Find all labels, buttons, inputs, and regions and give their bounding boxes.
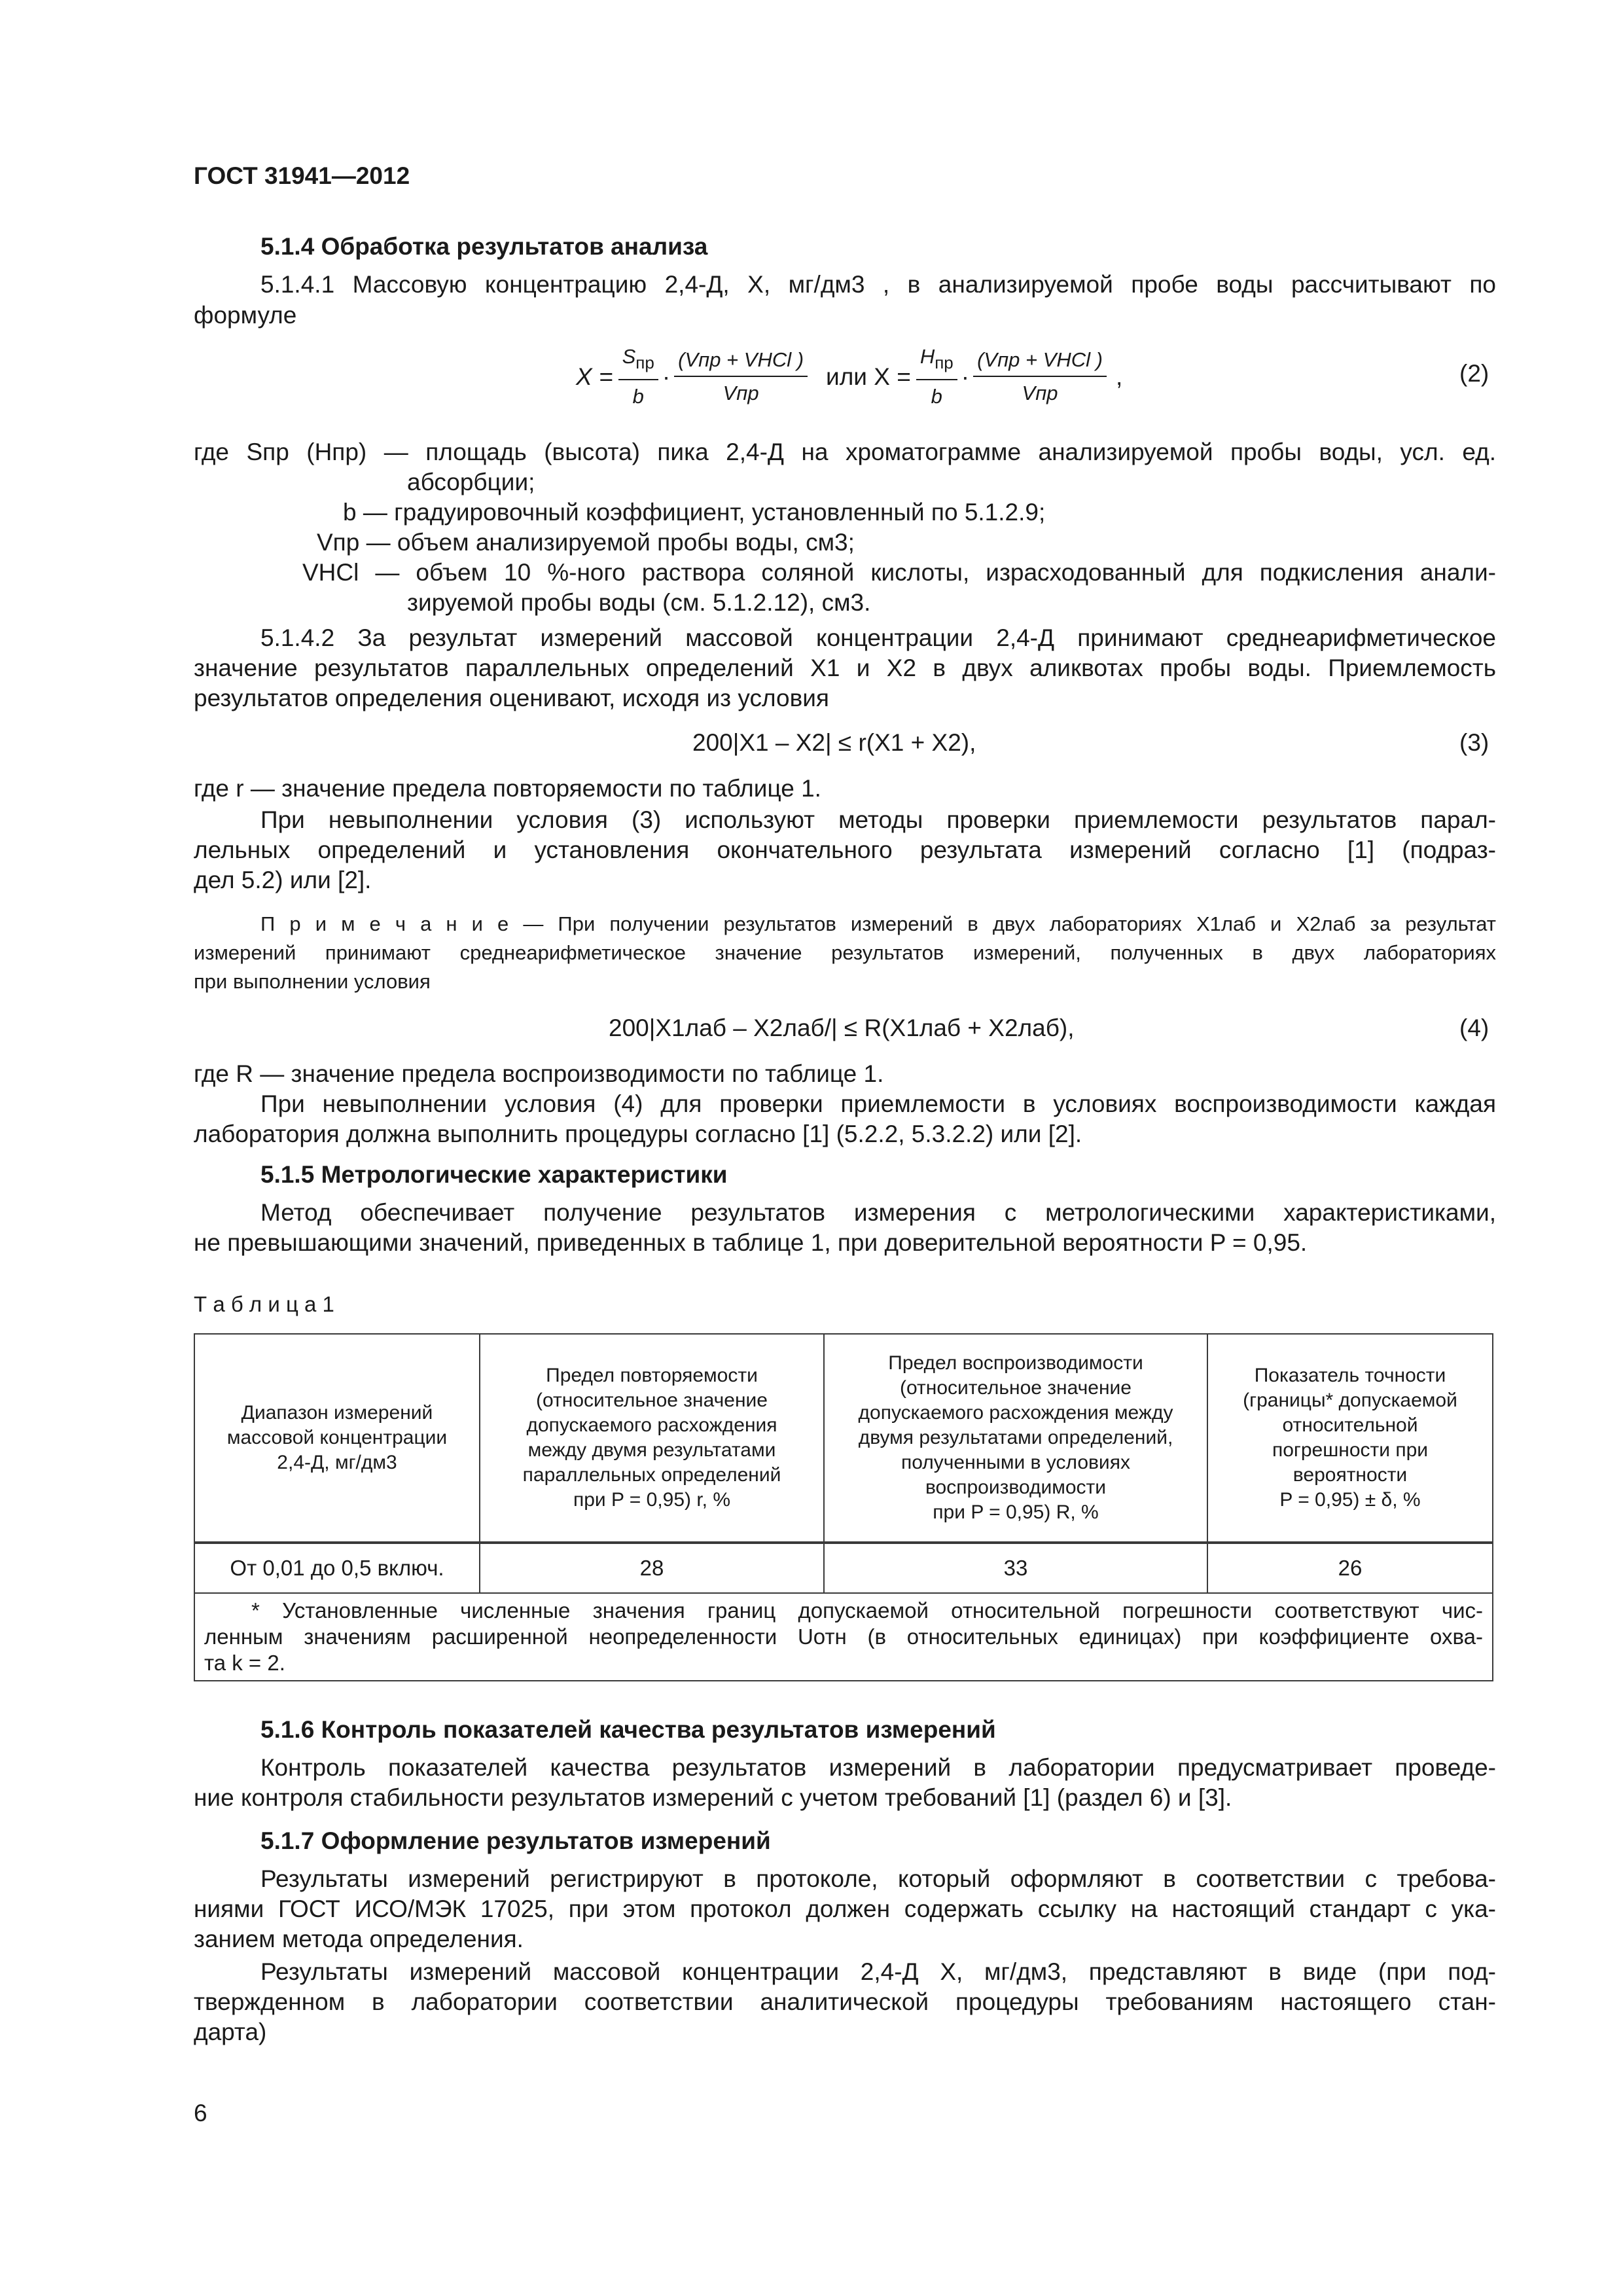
note-line2: измерений принимают среднеарифметическое значение результатов измерений, полученных в двух лабораториях xyxy=(194,941,1496,964)
formula-2-fraction-h: $\frac{H_{пр}}{b}$ xyxy=(916,342,957,411)
paragraph-condition3-line1: При невыполнении условия (3) используют методы проверки приемлемости результатов парал- xyxy=(260,806,1496,833)
formula-2: X = $\frac{S_{пр}}{b}$ · $\frac{\text{(Vпр + VHCl )}}{\text{Vпр}}$ или X = $\frac{H_{пр}}{b}$ · $\frac{\text{(Vпр + VHCl )}}{\text{Vпр}}$ , xyxy=(576,340,1122,412)
paragraph-5-1-4-1-line2: формуле xyxy=(194,302,297,329)
table-header-range: Диапазон измерений массовой концентрации 2,4-Д, мг/дм3 xyxy=(194,1334,480,1543)
heading-5-1-6: 5.1.6 Контроль показателей качества результатов измерений xyxy=(260,1716,996,1743)
table-header-row xyxy=(194,1334,1493,1543)
heading-5-1-4: 5.1.4 Обработка результатов анализа xyxy=(260,233,708,260)
paragraph-condition3-line3: дел 5.2) или [2]. xyxy=(194,867,372,893)
where-r: где r — значение предела повторяемости по таблице 1. xyxy=(194,775,821,802)
section-5-1-7-line3: занием метода определения. xyxy=(194,1926,524,1952)
where-b: b — градуировочный коэффициент, установленный по 5.1.2.9; xyxy=(343,499,1046,526)
heading-5-1-5: 5.1.5 Метрологические характеристики xyxy=(260,1161,728,1188)
page-number: 6 xyxy=(194,2100,207,2126)
formula-2-number: (2) xyxy=(1459,360,1489,387)
table-1-caption: Т а б л и ц а 1 xyxy=(194,1292,334,1316)
table-cell-delta: 26 xyxy=(1207,1543,1493,1593)
note-line1: П р и м е ч а н и е — При получении результатов измерений в двух лабораториях X1лаб и X2лаб за результат xyxy=(260,912,1496,935)
formula-2-or: или X = xyxy=(826,363,911,390)
section-5-1-5-line2: не превышающими значений, приведенных в таблице 1, при доверительной вероятности P = 0,95. xyxy=(194,1229,1308,1256)
section-5-1-7-line1: Результаты измерений регистрируют в протоколе, который оформляют в соответствии с требова- xyxy=(260,1865,1496,1892)
section-5-1-7-line5: твержденном в лаборатории соответствии аналитической процедуры требованиям настоящего стан- xyxy=(194,1988,1496,2015)
formula-3-number: (3) xyxy=(1459,729,1489,756)
table-header-repeatability: Предел повторяемости (относительное значение допускаемого расхождения между двумя результатами параллельных определений при P = 0,95) r, % xyxy=(480,1334,824,1543)
where-vhcl: VHCl — объем 10 %-ного раствора соляной кислоты, израсходованный для подкисления анали- xyxy=(302,559,1496,586)
table-footnote: * Установленные численные значения границ допускаемой относительной погрешности соответствуют чис- ленным значениям расширенной неопределенности Uотн (в относительных единицах) при коэффициенте охва- та k = 2. xyxy=(194,1593,1493,1681)
where-s-h: где Sпр (Hпр) — площадь (высота) пика 2,4-Д на хроматограмме анализируемой пробы воды, усл. ед. xyxy=(194,439,1496,465)
table-cell-R: 33 xyxy=(824,1543,1207,1593)
formula-2-lhs: X = xyxy=(576,363,613,390)
table-cell-range: От 0,01 до 0,5 включ. xyxy=(194,1543,480,1593)
table-1 xyxy=(194,1333,1493,1681)
formula-2-tail: , xyxy=(1116,363,1123,390)
paragraph-condition4-line1: При невыполнении условия (4) для проверки приемлемости в условиях воспроизводимости каждая xyxy=(260,1090,1496,1117)
paragraph-5-1-4-1-line1: 5.1.4.1 Массовую концентрацию 2,4-Д, X, мг/дм3 , в анализируемой пробе воды рассчитывают по xyxy=(260,271,1496,298)
where-R: где R — значение предела воспроизводимости по таблице 1. xyxy=(194,1060,884,1087)
formula-2-fraction-v2: $\frac{\text{(Vпр + VHCl )}}{\text{Vпр}}$ xyxy=(973,345,1107,408)
table-footnote-row xyxy=(194,1593,1493,1681)
section-5-1-7-line2: ниями ГОСТ ИСО/МЭК 17025, при этом протокол должен содержать ссылку на настоящий стандарт с ука- xyxy=(194,1895,1496,1922)
where-vpr: Vпр — объем анализируемой пробы воды, см3; xyxy=(317,529,855,556)
formula-3: 200|X1 – X2| ≤ r(X1 + X2), xyxy=(692,729,976,756)
paragraph-5-1-4-2-line2: значение результатов параллельных определений X1 и X2 в двух аликвотах пробы воды. Приемлемость xyxy=(194,655,1496,681)
note-line3: при выполнении условия xyxy=(194,970,431,993)
section-5-1-7-line4: Результаты измерений массовой концентрации 2,4-Д X, мг/дм3, представляют в виде (при под- xyxy=(260,1958,1496,1985)
section-5-1-6-line2: ние контроля стабильности результатов измерений с учетом требований [1] (раздел 6) и [3]. xyxy=(194,1784,1232,1811)
paragraph-5-1-4-2-line1: 5.1.4.2 За результат измерений массовой концентрации 2,4-Д принимают среднеарифметическое xyxy=(260,624,1496,651)
section-5-1-5-line1: Метод обеспечивает получение результатов измерения с метрологическими характеристиками, xyxy=(260,1199,1496,1226)
formula-4: 200|X1лаб – X2лаб/| ≤ R(X1лаб + X2лаб), xyxy=(609,1014,1075,1041)
paragraph-condition4-line2: лаборатория должна выполнить процедуры согласно [1] (5.2.2, 5.3.2.2) или [2]. xyxy=(194,1121,1082,1147)
paragraph-5-1-4-2-line3: результатов определения оценивают, исходя из условия xyxy=(194,685,829,711)
table-header-reproducibility: Предел воспроизводимости (относительное значение допускаемого расхождения между двумя результатами определений, полученными в условиях воспроизводимости при P = 0,95) R, % xyxy=(824,1334,1207,1543)
table-cell-r: 28 xyxy=(480,1543,824,1593)
section-5-1-7-line6: дарта) xyxy=(194,2018,267,2045)
section-5-1-6-line1: Контроль показателей качества результатов измерений в лаборатории предусматривает проведе- xyxy=(260,1754,1496,1781)
table-row xyxy=(194,1543,1493,1593)
document-id: ГОСТ 31941—2012 xyxy=(194,162,410,189)
table-header-accuracy: Показатель точности (границы* допускаемой относительной погрешности при вероятности P = 0,95) ± δ, % xyxy=(1207,1334,1493,1543)
formula-2-fraction-s: $\frac{S_{пр}}{b}$ xyxy=(618,342,658,411)
formula-4-number: (4) xyxy=(1459,1014,1489,1041)
where-vhcl-cont: зируемой пробы воды (см. 5.1.2.12), см3. xyxy=(407,589,871,616)
formula-2-fraction-v: $\frac{\text{(Vпр + VHCl )}}{\text{Vпр}}$ xyxy=(674,345,808,408)
where-s-h-cont: абсорбции; xyxy=(407,469,535,495)
paragraph-condition3-line2: лельных определений и установления окончательного результата измерений согласно [1] (подраз- xyxy=(194,836,1496,863)
heading-5-1-7: 5.1.7 Оформление результатов измерений xyxy=(260,1827,771,1854)
